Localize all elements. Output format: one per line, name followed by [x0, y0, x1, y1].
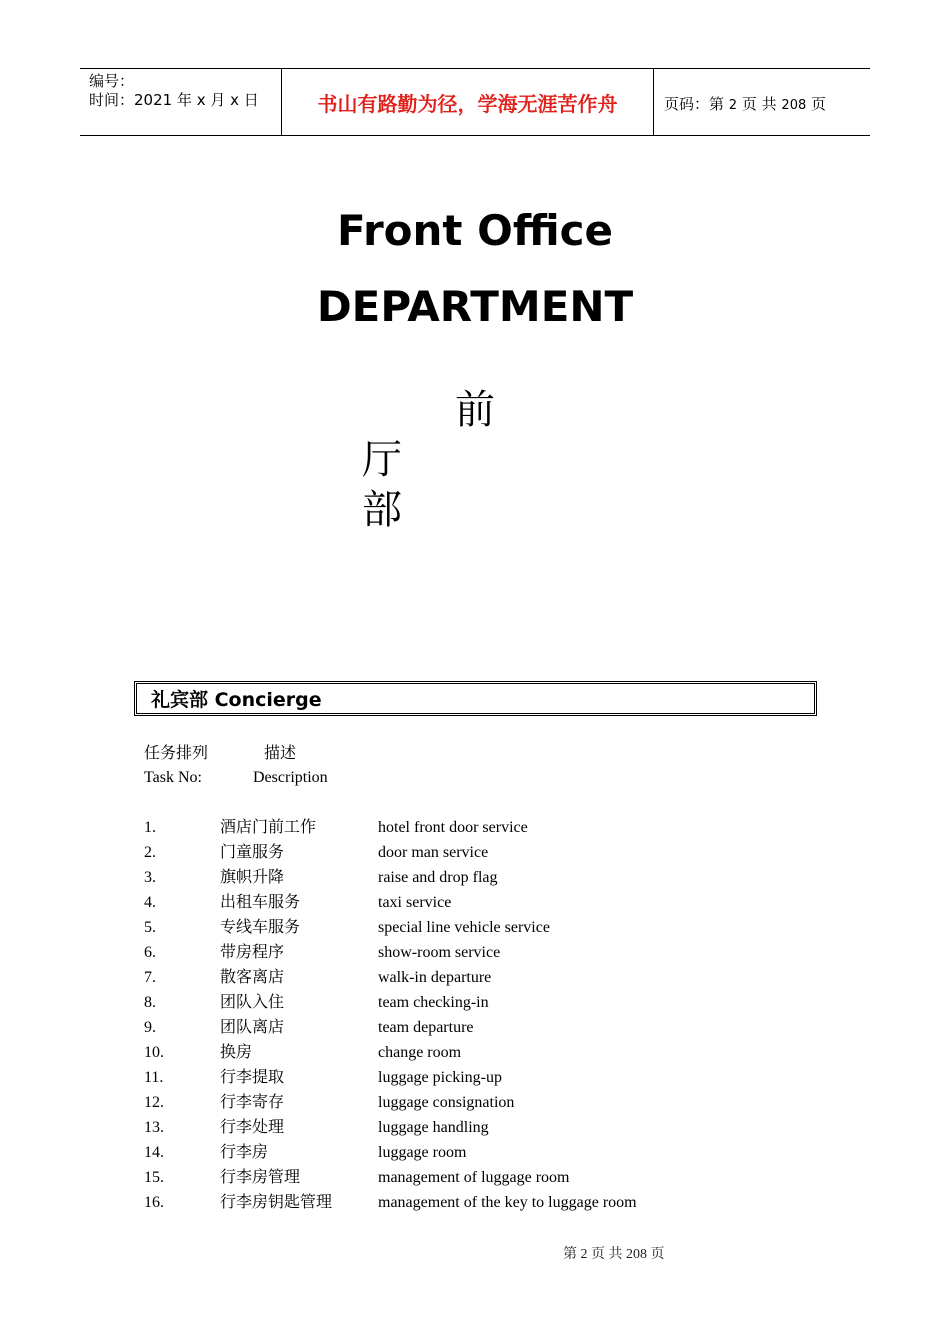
task-en: change room: [378, 1044, 462, 1061]
task-number: 6.: [144, 944, 156, 961]
page-suffix: 页: [811, 95, 827, 113]
task-number: 13.: [144, 1119, 164, 1136]
task-row: [0, 1043, 950, 1068]
task-row: [0, 1093, 950, 1118]
task-row: [0, 1143, 950, 1168]
task-en: luggage consignation: [378, 1094, 515, 1111]
task-row: [0, 1193, 950, 1218]
task-number: 5.: [144, 919, 156, 936]
document-header: [80, 68, 870, 136]
title-cn-char-3: 部: [362, 487, 402, 533]
task-en: taxi service: [378, 894, 452, 911]
motto: 书山有路勤为径，学海无涯苦作舟: [317, 92, 618, 116]
page-prefix: 页码：第: [664, 95, 725, 113]
task-row: [0, 968, 950, 993]
task-row: [0, 1118, 950, 1143]
page-total: 208: [781, 98, 807, 113]
task-number: 14.: [144, 1144, 164, 1161]
task-cn: 旗帜升降: [220, 869, 285, 886]
task-number: 4.: [144, 894, 156, 911]
column-header-cn-task: 任务排列: [144, 745, 209, 762]
task-row: [0, 1168, 950, 1193]
task-row: [0, 993, 950, 1018]
task-cn: 酒店门前工作: [220, 819, 317, 836]
title-cn-char-2: 厅: [362, 437, 402, 483]
task-en: luggage handling: [378, 1119, 489, 1136]
task-en: luggage picking-up: [378, 1069, 502, 1086]
task-number: 1.: [144, 819, 156, 836]
task-row: [0, 943, 950, 968]
task-row: [0, 843, 950, 868]
task-number: 9.: [144, 1019, 156, 1036]
task-number: 8.: [144, 994, 156, 1011]
title-cn-char-1: 前: [455, 387, 495, 433]
task-en: walk-in departure: [378, 969, 492, 986]
task-cn: 行李寄存: [220, 1094, 285, 1111]
header-left-cell: [80, 69, 281, 135]
task-number: 3.: [144, 869, 156, 886]
column-header-cn-desc: 描述: [264, 745, 297, 762]
task-en: door man service: [378, 844, 489, 861]
serial-label: 编号：: [89, 72, 135, 90]
task-number: 2.: [144, 844, 156, 861]
task-number: 10.: [144, 1044, 164, 1061]
task-row: [0, 1068, 950, 1093]
task-cn: 行李提取: [220, 1069, 285, 1086]
task-cn: 带房程序: [220, 944, 285, 961]
task-en: team departure: [378, 1019, 474, 1036]
section-box: [134, 681, 817, 716]
task-cn: 散客离店: [220, 969, 285, 986]
task-row: [0, 868, 950, 893]
header-right-cell: [654, 69, 870, 135]
page-current: 2: [728, 98, 738, 113]
page-info: [664, 94, 826, 116]
time-label: 时间：2021 年 x 月 x 日: [89, 91, 259, 109]
task-number: 12.: [144, 1094, 164, 1111]
task-cn: 门童服务: [220, 844, 285, 861]
task-cn: 专线车服务: [220, 919, 301, 936]
task-cn: 行李处理: [220, 1119, 285, 1136]
section-label: 礼宾部 Concierge: [151, 689, 322, 711]
task-en: special line vehicle service: [378, 919, 550, 936]
column-header-en-task: Task No:: [144, 769, 202, 786]
task-en: management of luggage room: [378, 1169, 570, 1186]
task-number: 7.: [144, 969, 156, 986]
task-en: team checking-in: [378, 994, 489, 1011]
task-row: [0, 918, 950, 943]
task-en: raise and drop flag: [378, 869, 498, 886]
task-number: 16.: [144, 1194, 164, 1211]
task-row: [0, 893, 950, 918]
page-mid: 页 共: [741, 95, 777, 113]
title-line-2: DEPARTMENT: [316, 282, 634, 331]
task-en: management of the key to luggage room: [378, 1194, 637, 1211]
task-cn: 换房: [220, 1044, 253, 1061]
task-number: 15.: [144, 1169, 164, 1186]
task-cn: 行李房钥匙管理: [220, 1194, 333, 1211]
title-line-1: Front Office: [336, 206, 614, 255]
task-cn: 团队离店: [220, 1019, 285, 1036]
task-cn: 行李房: [220, 1144, 269, 1161]
task-row: [0, 1018, 950, 1043]
task-number: 11.: [144, 1069, 164, 1086]
column-header-en-desc: Description: [253, 769, 328, 786]
header-middle-cell: [281, 69, 654, 135]
task-row: [0, 818, 950, 843]
page-footer: 第 2 页 共 208 页: [563, 1247, 665, 1262]
task-cn: 团队入住: [220, 994, 285, 1011]
task-cn: 行李房管理: [220, 1169, 301, 1186]
task-en: show-room service: [378, 944, 501, 961]
task-en: luggage room: [378, 1144, 467, 1161]
task-en: hotel front door service: [378, 819, 528, 836]
task-cn: 出租车服务: [220, 894, 301, 911]
